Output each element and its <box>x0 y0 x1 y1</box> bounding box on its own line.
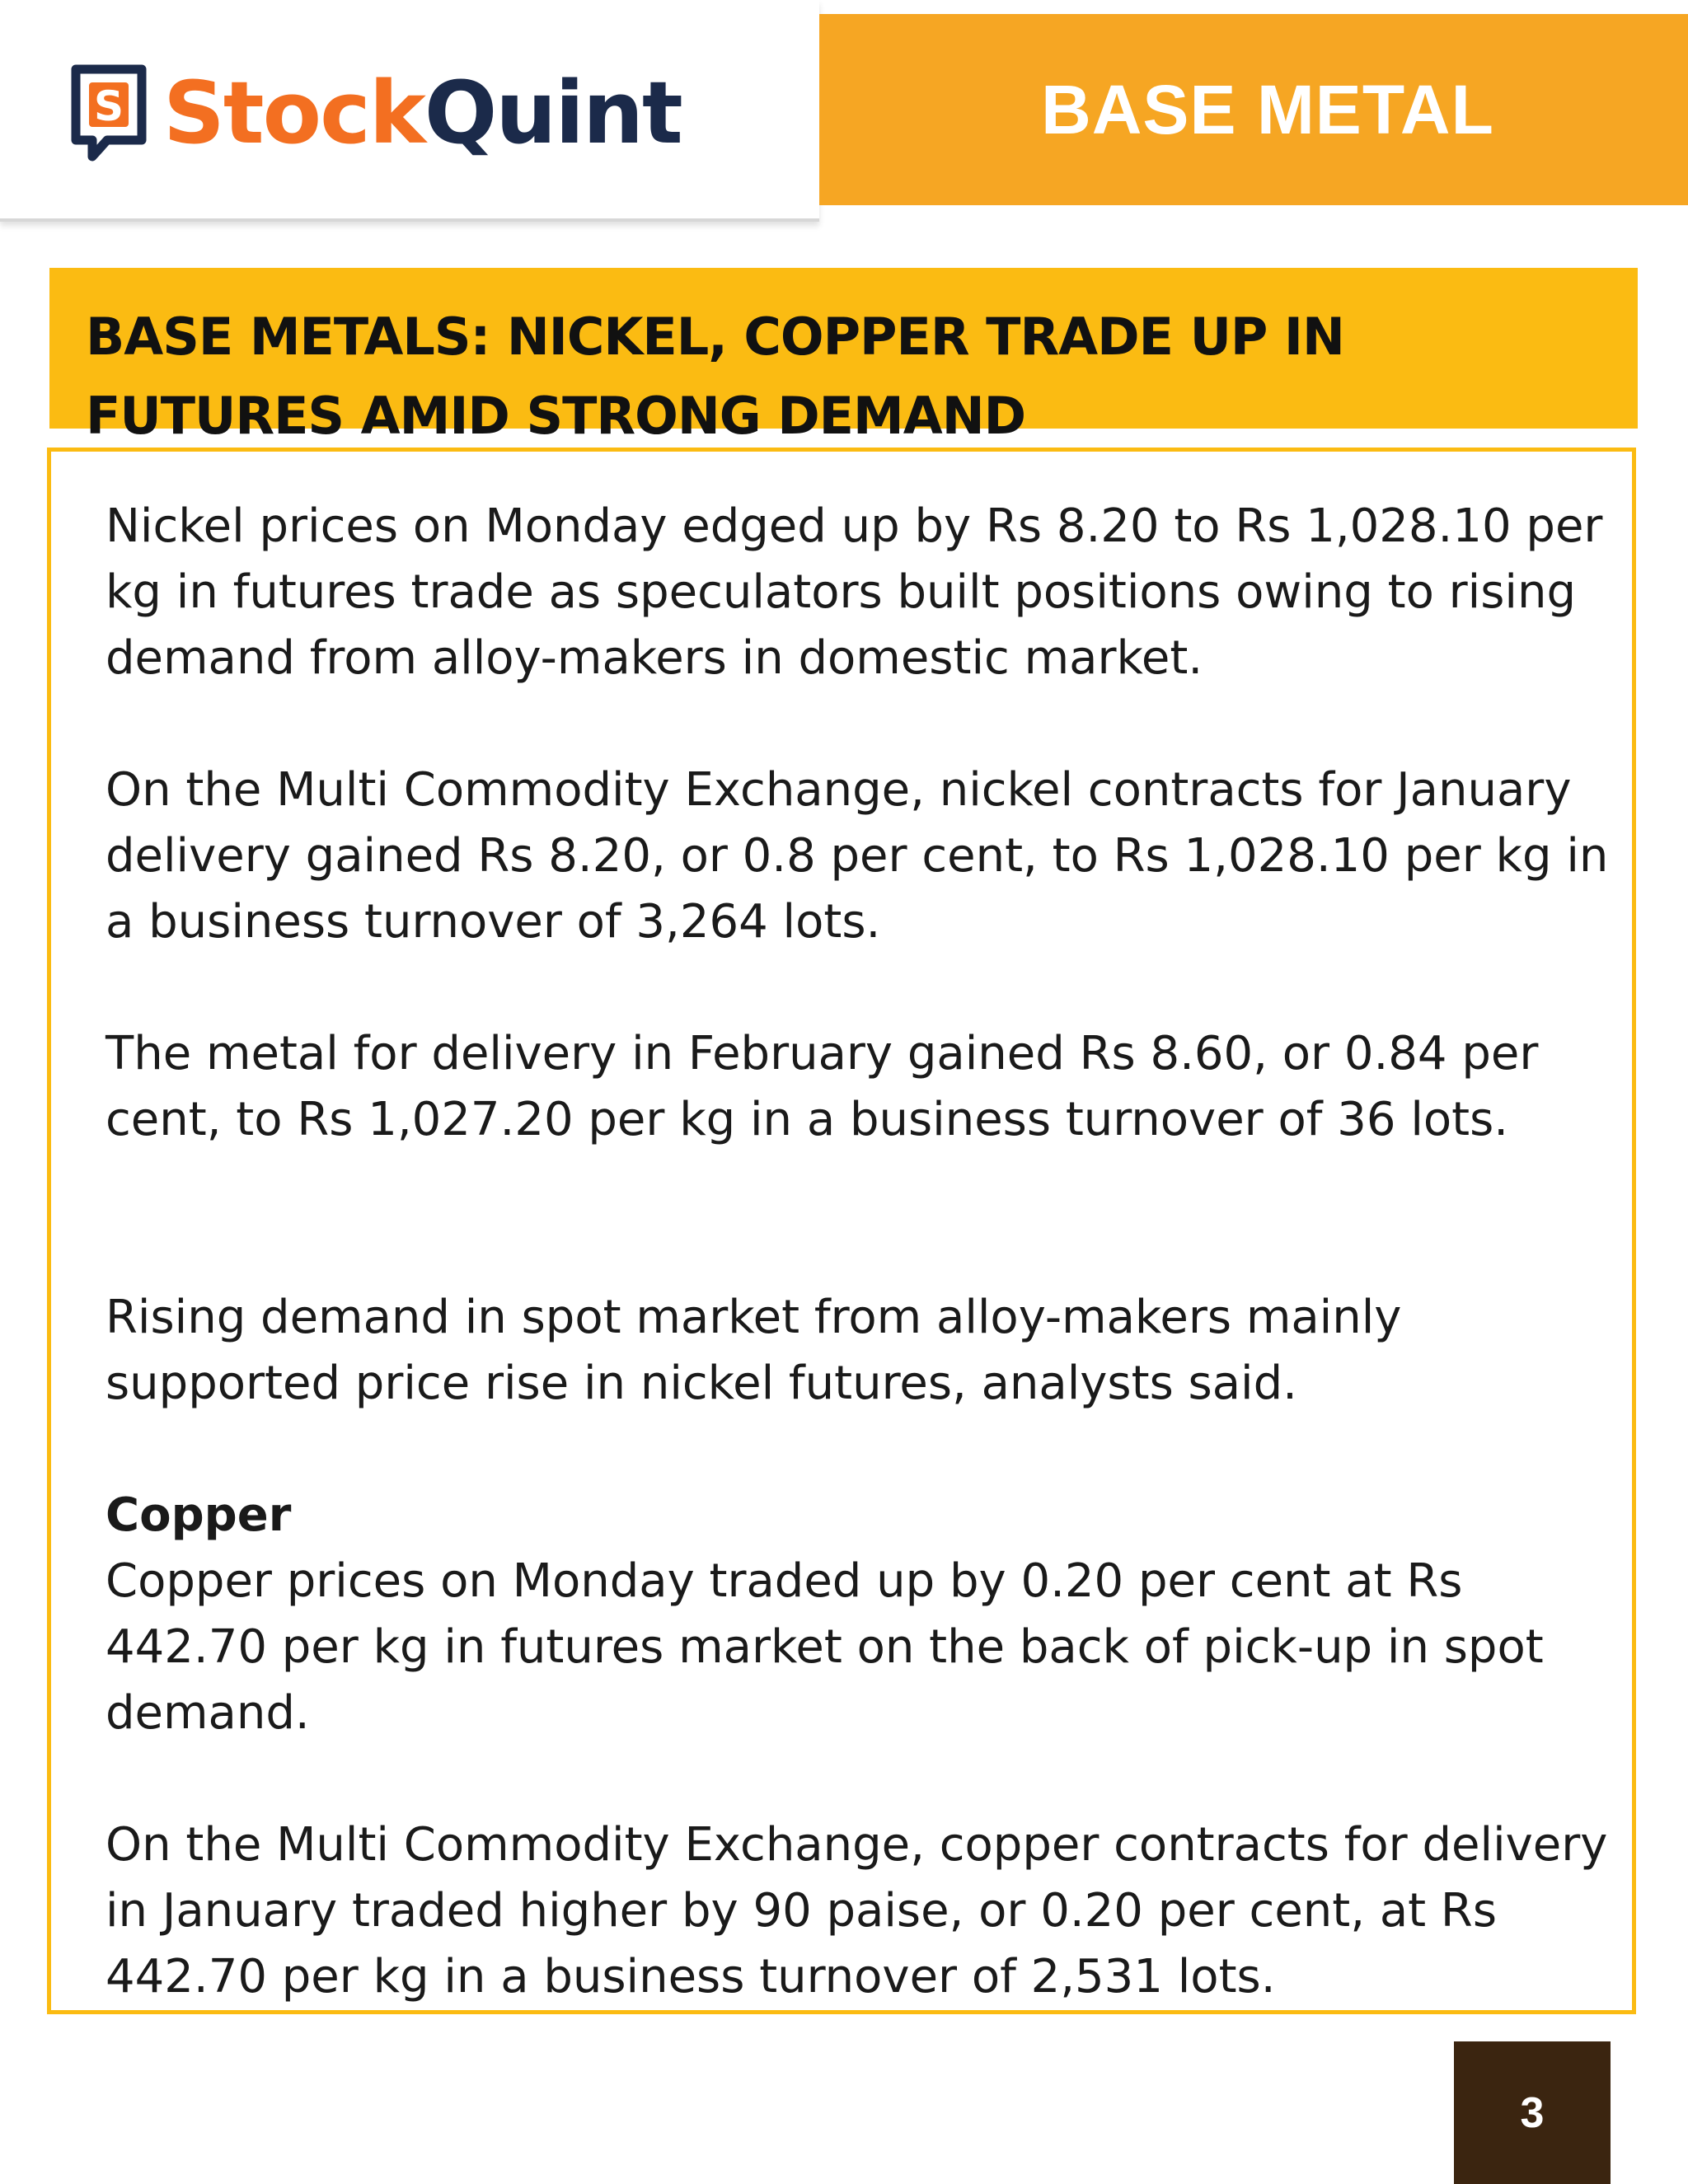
svg-text:S: S <box>93 82 124 130</box>
section-label: BASE METAL <box>1041 70 1494 148</box>
title-bar <box>49 268 1638 446</box>
paragraph-3: The metal for delivery in February gained Rs 8.60, or 0.84 per cent, to Rs 1,027.20 per kg in a business turnover of 36 lots. <box>106 1027 1539 1146</box>
article-title: BASE METALS: NICKEL, COPPER TRADE UP IN FUTURES AMID STRONG DEMAND <box>86 307 1344 446</box>
logo-stock-text: Stock <box>163 63 424 163</box>
copper-heading: Copper <box>106 1488 292 1542</box>
paragraph-1: Nickel prices on Monday edged up by Rs 8.20 to Rs 1,028.10 per kg in futures trade as speculators built positions owing to rising demand from alloy-makers in domestic market. <box>106 499 1603 685</box>
logo-panel <box>0 0 819 222</box>
section-banner <box>819 14 1688 205</box>
logo-chat-bubble-icon <box>68 59 150 166</box>
article-body <box>106 494 1614 2076</box>
page-number-box <box>1454 2041 1611 2184</box>
copper-paragraph-1: Copper prices on Monday traded up by 0.20 per cent at Rs 442.70 per kg in futures market on the back of pick-up in spot demand. <box>106 1554 1544 1740</box>
logo-quint-text: Quint <box>424 63 682 163</box>
paragraph-2: On the Multi Commodity Exchange, nickel contracts for January delivery gained Rs 8.20, or 0.8 per cent, to Rs 1,028.10 per kg in a business turnover of 3,264 lots. <box>106 763 1609 949</box>
stockquint-logo <box>68 59 682 166</box>
logo-wordmark <box>163 63 682 163</box>
article-box <box>47 448 1636 2014</box>
paragraph-4: Rising demand in spot market from alloy-makers mainly supported price rise in nickel futures, analysts said. <box>106 1291 1402 1410</box>
copper-paragraph-2: On the Multi Commodity Exchange, copper contracts for delivery in January traded higher by 90 paise, or 0.20 per cent, at Rs 442.70 per kg in a business turnover of 2,531 lots. <box>106 1818 1608 2004</box>
page-number: 3 <box>1520 2088 1545 2137</box>
